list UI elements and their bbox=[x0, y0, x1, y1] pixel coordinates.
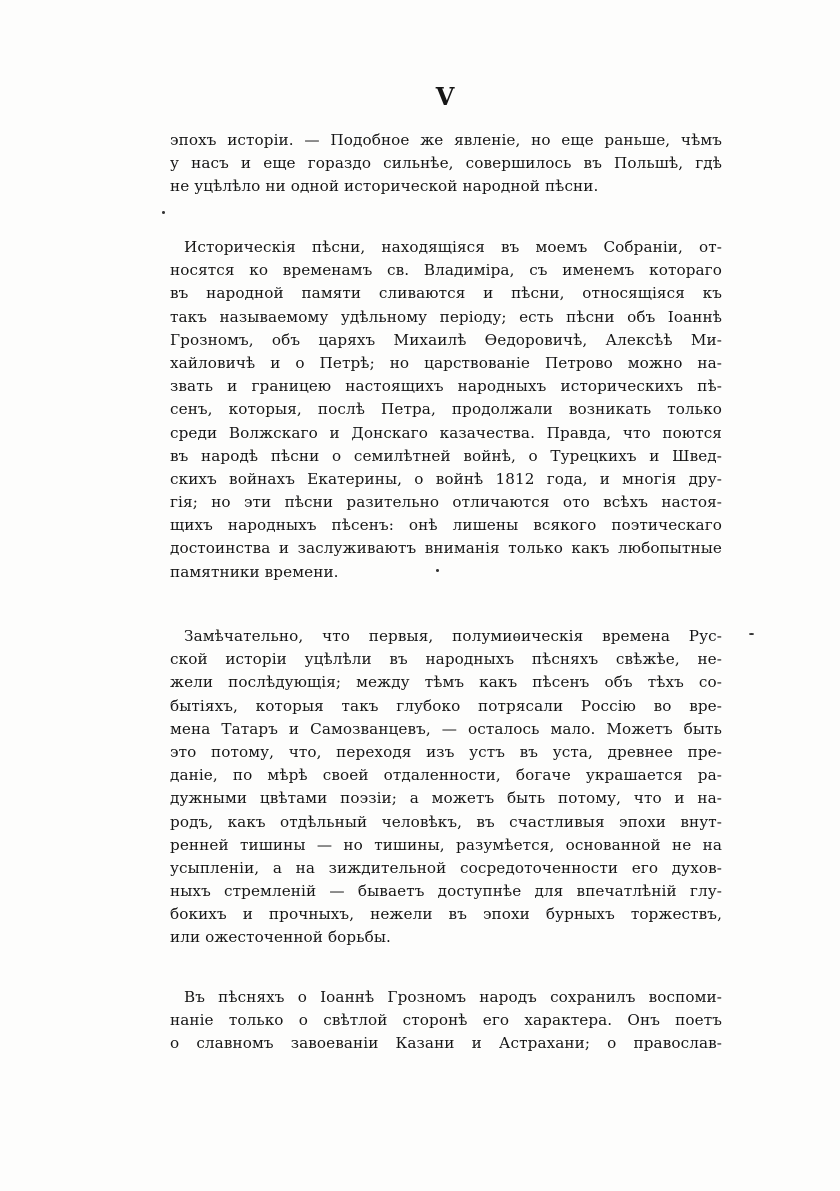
print-speck bbox=[749, 633, 754, 635]
text-line: ныхъ стремленій — бываетъ доступнѣе для впечатлѣній глу- bbox=[170, 882, 722, 901]
text-line: у насъ и еще гораздо сильнѣе, совершилось въ Польшѣ, гдѣ bbox=[170, 154, 722, 173]
text-line: звать и границею настоящихъ народныхъ историческихъ пѣ- bbox=[170, 377, 722, 396]
page-number: V bbox=[435, 82, 455, 111]
text-line: Замѣчательно, что первыя, полумиѳическія времена Рус- bbox=[184, 627, 722, 645]
text-line: это потому, что, переходя изъ устъ въ уста, древнее пре- bbox=[170, 742, 722, 761]
text-line: даніе, по мѣрѣ своей отдаленности, богаче украшается ра- bbox=[170, 766, 722, 785]
text-line: въ народной памяти сливаются и пѣсни, относящіяся къ bbox=[170, 284, 722, 303]
text-line: жели послѣдующія; между тѣмъ какъ пѣсенъ объ тѣхъ со- bbox=[170, 673, 722, 692]
text-line: Грозномъ, объ царяхъ Михаилѣ Ѳедоровичѣ, Алексѣѣ Ми- bbox=[170, 330, 722, 349]
text-line: усыпленіи, а на зиждительной сосредоточенности его духов- bbox=[170, 858, 722, 877]
text-line: или ожесточенной борьбы. bbox=[170, 928, 391, 947]
text-line: мена Татаръ и Самозванцевъ, — осталось мало. Можетъ быть bbox=[170, 719, 722, 738]
text-line: ренней тишины — но тишины, разумѣется, основанной не на bbox=[170, 835, 722, 854]
text-line: родъ, какъ отдѣльный человѣкъ, въ счастливыя эпохи внут- bbox=[170, 812, 722, 831]
text-line: Въ пѣсняхъ о Іоаннѣ Грозномъ народъ сохранилъ воспоми- bbox=[184, 988, 722, 1006]
paragraph bbox=[170, 986, 722, 1056]
text-line: наніе только о свѣтлой сторонѣ его характера. Онъ поетъ bbox=[170, 1011, 722, 1030]
text-line: хайловичѣ и о Петрѣ; но царствованіе Петрово можно на- bbox=[170, 353, 722, 372]
text-line: бытіяхъ, которыя такъ глубоко потрясали Россію во вре- bbox=[170, 696, 722, 715]
text-line: о славномъ завоеваніи Казани и Астрахани; о православ- bbox=[170, 1034, 722, 1053]
paragraph bbox=[170, 129, 722, 199]
text-line: гія; но эти пѣсни разительно отличаются ото всѣхъ настоя- bbox=[170, 493, 722, 512]
text-line: не уцѣлѣло ни одной исторической народной пѣсни. bbox=[170, 177, 599, 196]
text-line: достоинства и заслуживаютъ вниманія только какъ любопытные bbox=[170, 539, 722, 558]
text-line: въ народѣ пѣсни о семилѣтней войнѣ, о Турецкихъ и Швед- bbox=[170, 446, 722, 465]
paragraph bbox=[170, 236, 722, 584]
text-line: Историческія пѣсни, находящіяся въ моемъ Собраніи, от- bbox=[184, 238, 722, 256]
text-line: эпохъ исторіи. — Подобное же явленіе, но еще раньше, чѣмъ bbox=[170, 131, 722, 149]
text-line: носятся ко временамъ св. Владиміра, съ именемъ котораго bbox=[170, 261, 722, 280]
text-line: скихъ войнахъ Екатерины, о войнѣ 1812 года, и многія дру- bbox=[170, 469, 722, 488]
text-line: такъ называемому удѣльному періоду; есть пѣсни объ Іоаннѣ bbox=[170, 307, 722, 326]
text-line: сенъ, которыя, послѣ Петра, продолжали возникать только bbox=[170, 400, 722, 419]
text-line: дужными цвѣтами поэзіи; а можетъ быть потому, что и на- bbox=[170, 789, 722, 808]
print-speck bbox=[436, 569, 439, 572]
paragraph bbox=[170, 625, 722, 950]
print-speck bbox=[162, 211, 165, 214]
text-line: ской исторіи уцѣлѣли въ народныхъ пѣсняхъ свѣжѣе, не- bbox=[170, 650, 722, 669]
text-line: бокихъ и прочныхъ, нежели въ эпохи бурныхъ торжествъ, bbox=[170, 905, 722, 924]
text-line: щихъ народныхъ пѣсенъ: онѣ лишены всякого поэтическаго bbox=[170, 516, 722, 535]
text-line: среди Волжскаго и Донскаго казачества. Правда, что поются bbox=[170, 423, 722, 442]
text-line: памятники времени. bbox=[170, 562, 339, 581]
